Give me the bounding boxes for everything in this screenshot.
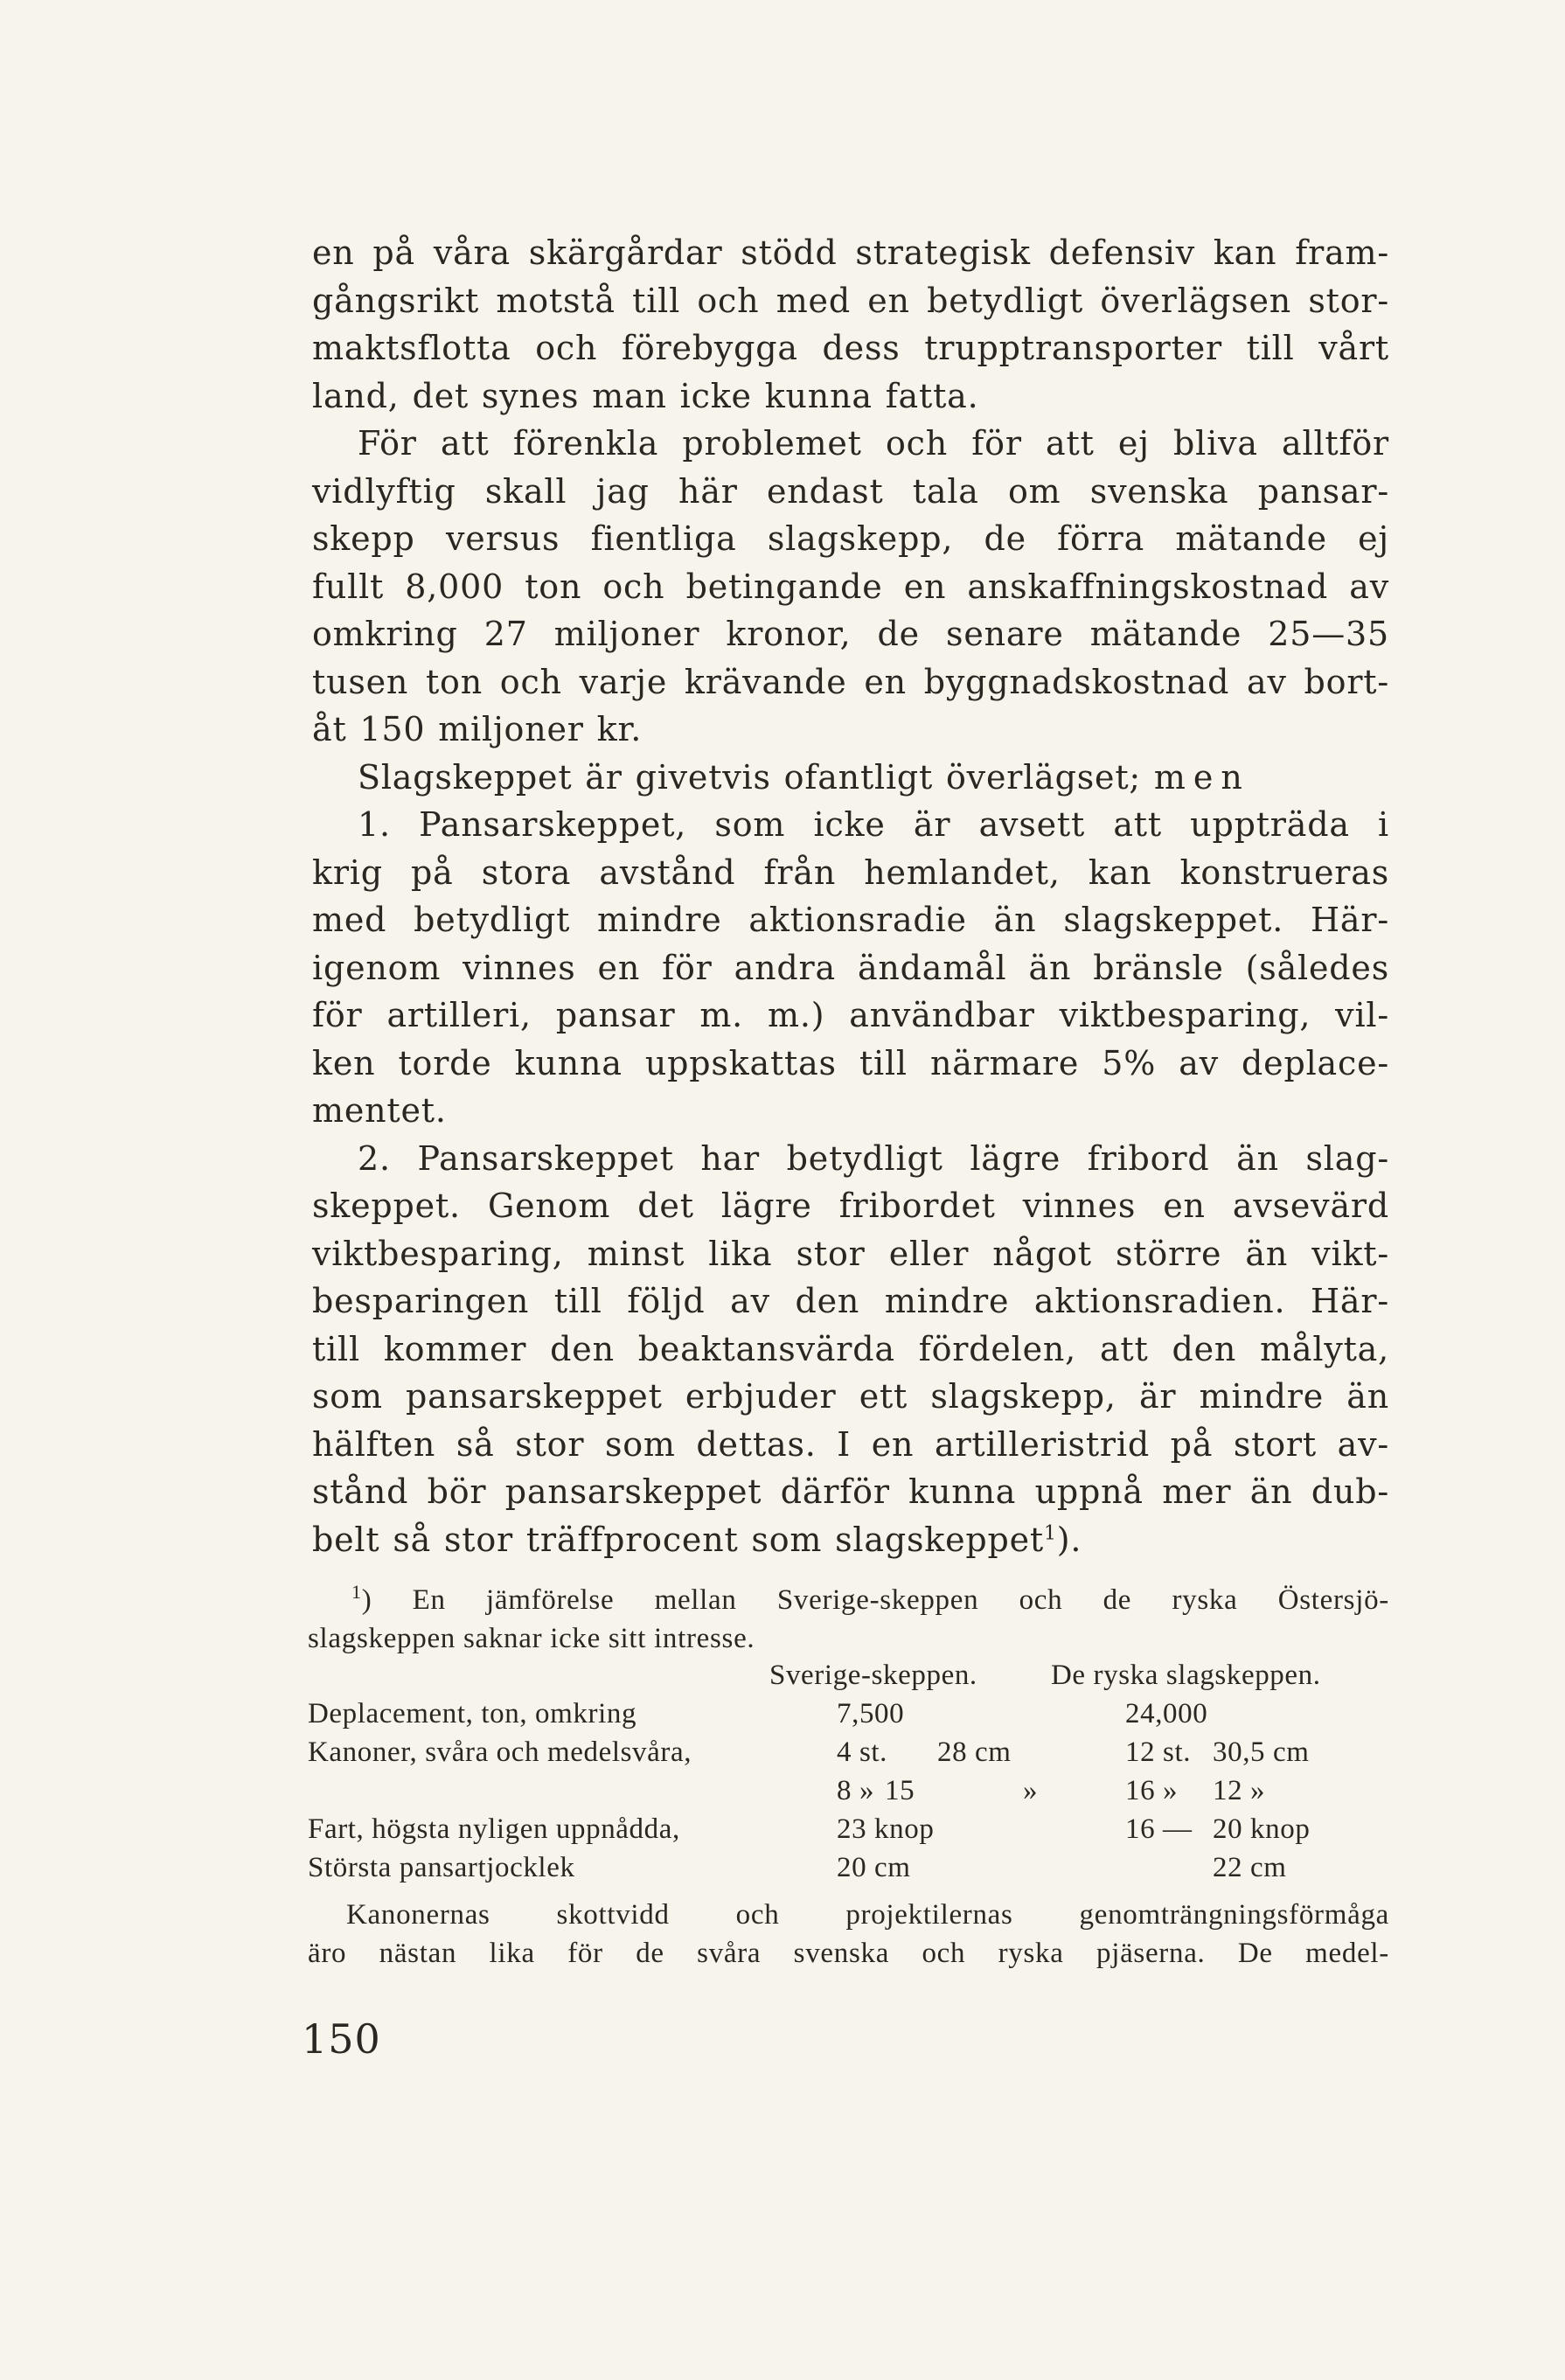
footnote <box>308 1581 1389 1658</box>
body-line: belt så stor träffprocent som slagskeppet$^1$). <box>312 1520 1082 1559</box>
table-cell: 16 — <box>1125 1813 1193 1845</box>
body-text <box>312 229 1389 1563</box>
body-line: för artilleri, pansar m. m.) användbar viktbesparing, vil- <box>312 996 1389 1034</box>
footnote-continuation <box>308 1896 1389 1973</box>
body-line: För att förenkla problemet och för att ej bliva alltför <box>358 424 1389 463</box>
body-line: Slagskeppet är givetvis ofantligt överlägset; men <box>358 757 1250 797</box>
body-line: hälften så stor som dettas. I en artilleristrid på stort av- <box>312 1424 1389 1464</box>
body-line: ken torde kunna uppskattas till närmare 5% av deplace- <box>312 1043 1389 1082</box>
table-cell: Största pansartjocklek <box>308 1852 575 1883</box>
footnote-continuation-line: Kanonernas skottvidd och projektilernas genomträngningsförmåga <box>346 1899 1389 1931</box>
table-cell: » <box>1023 1775 1039 1806</box>
table-row <box>308 1736 1389 1775</box>
table-cell: 8 » <box>837 1775 875 1806</box>
footnote-reference: 1 <box>1043 1521 1057 1544</box>
table-cell: Fart, högsta nyligen uppnådda, <box>308 1813 680 1845</box>
table-cell: 15 <box>885 1775 915 1806</box>
body-line: åt 150 miljoner kr. <box>312 710 643 748</box>
body-line: 1. Pansarskeppet, som icke är avsett att uppträda i <box>358 805 1389 844</box>
table-cell: 24,000 <box>1125 1698 1208 1729</box>
table-cell: 12 st. <box>1125 1736 1192 1768</box>
footnote-marker: 1 <box>351 1581 362 1603</box>
table-cell: 7,500 <box>837 1698 905 1729</box>
table-cell: Deplacement, ton, omkring <box>308 1698 637 1729</box>
body-line: en på våra skärgårdar stödd strategisk defensiv kan fram- <box>312 233 1389 272</box>
body-line: med betydligt mindre aktionsradie än slagskeppet. Här- <box>312 901 1389 939</box>
column-header-ryska: De ryska slagskeppen. <box>1051 1660 1321 1691</box>
table-cell: 22 cm <box>1213 1852 1287 1883</box>
body-line: krig på stora avstånd från hemlandet, kan konstrueras <box>312 852 1389 892</box>
table-cell: 28 cm <box>937 1736 1012 1768</box>
body-line: som pansarskeppet erbjuder ett slagskepp, är mindre än <box>312 1377 1389 1416</box>
body-line: omkring 27 miljoner kronor, de senare mätande 25—35 <box>312 615 1389 653</box>
body-line: vidlyftig skall jag här endast tala om svenska pansar- <box>312 471 1389 511</box>
table-cell: Kanoner, svåra och medelsvåra, <box>308 1736 692 1768</box>
table-cell: 20 cm <box>837 1852 911 1883</box>
body-line: mentet. <box>312 1091 447 1130</box>
table-cell: 16 » <box>1125 1775 1179 1806</box>
body-line: fullt 8,000 ton och betingande en anskaffningskostnad av <box>312 567 1389 606</box>
table-cell: 23 knop <box>837 1813 935 1845</box>
body-line: till kommer den beaktansvärda fördelen, att den målyta, <box>312 1329 1389 1368</box>
footnote-line <box>308 1581 1389 1619</box>
body-line: maktsflotta och förebygga dess trupptransporter till vårt <box>312 329 1389 367</box>
body-line: stånd bör pansarskeppet därför kunna uppnå mer än dub- <box>312 1472 1389 1511</box>
table-cell: 20 knop <box>1213 1813 1311 1845</box>
footnote-continuation-line: äro nästan lika för de svåra svenska och ryska pjäserna. De medel- <box>308 1938 1389 1969</box>
comparison-table <box>308 1660 1389 1890</box>
body-line: 2. Pansarskeppet har betydligt lägre fribord än slag- <box>358 1138 1389 1178</box>
table-header-row <box>308 1660 1389 1698</box>
body-line: gångsrikt motstå till och med en betydligt överlägsen stor- <box>312 281 1389 320</box>
body-line: tusen ton och varje krävande en byggnadskostnad av bort- <box>312 662 1389 701</box>
table-row <box>308 1852 1389 1890</box>
table-row <box>308 1698 1389 1736</box>
body-line: besparingen till följd av den mindre aktionsradien. Här- <box>312 1282 1389 1320</box>
body-line: viktbesparing, minst lika stor eller något större än vikt- <box>312 1234 1389 1273</box>
page-number: 150 <box>302 2015 381 2063</box>
footnote-line: slagskeppen saknar icke sitt intresse. <box>308 1623 755 1654</box>
body-line: igenom vinnes en för andra ändamål än bränsle (således <box>312 948 1389 987</box>
table-cell: 30,5 cm <box>1213 1736 1310 1768</box>
body-line: land, det synes man icke kunna fatta. <box>312 376 979 415</box>
table-cell: 4 st. <box>837 1736 888 1768</box>
table-row <box>308 1775 1389 1813</box>
table-cell: 12 » <box>1213 1775 1266 1806</box>
body-line: skepp versus fientliga slagskepp, de förra mätande ej <box>312 519 1389 558</box>
body-line: skeppet. Genom det lägre fribordet vinnes en avsevärd <box>312 1187 1389 1225</box>
table-row <box>308 1813 1389 1852</box>
footnote-text: ) En jämförelse mellan Sverige-skeppen och de ryska Östersjö- <box>361 1584 1389 1616</box>
column-header-sverige: Sverige-skeppen. <box>769 1660 977 1691</box>
